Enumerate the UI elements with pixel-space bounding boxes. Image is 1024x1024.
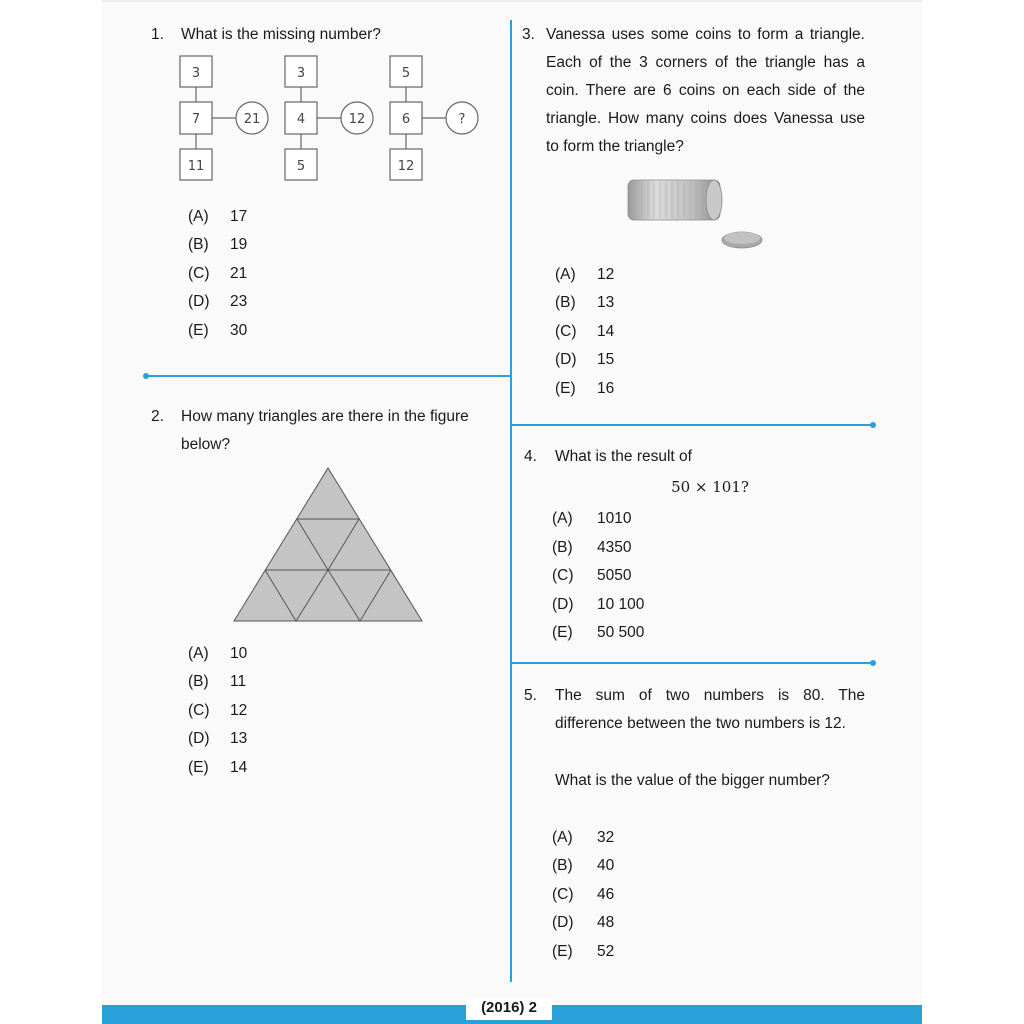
question-text: How many triangles are there in the figure below? — [181, 408, 469, 453]
puzzle-group-2 — [285, 56, 373, 180]
triangle-figure — [230, 466, 426, 631]
question-number: 5. — [524, 687, 537, 704]
puzzle-middle-1: 7 — [191, 112, 201, 127]
question-text: Vanessa uses some coins to form a triangle. Each of the 3 corners of the triangle has a coin. There are 6 coins on each side of the triangle. How many coins does Vanessa use to form the triangle? — [546, 26, 865, 155]
number-puzzle-figure — [170, 52, 490, 193]
puzzle-circle-1: 21 — [243, 112, 261, 127]
puzzle-middle-3: 6 — [401, 112, 411, 127]
column-divider — [510, 20, 512, 982]
divider-dot — [870, 422, 876, 428]
question-text: What is the result of — [555, 448, 692, 465]
question-number: 4. — [524, 448, 537, 465]
question-number: 2. — [151, 408, 164, 425]
top-rule — [102, 0, 922, 2]
divider-q4-q5 — [512, 662, 874, 664]
single-coin — [722, 232, 762, 248]
puzzle-middle-2: 4 — [296, 112, 306, 127]
question-text: What is the missing number? — [181, 26, 381, 43]
puzzle-group-1 — [180, 56, 268, 180]
puzzle-circle-3: ? — [458, 112, 466, 127]
puzzle-circle-2: 12 — [348, 112, 366, 127]
divider-q3-q4 — [512, 424, 874, 426]
puzzle-top-1: 3 — [191, 66, 201, 81]
question-text: The sum of two numbers is 80. The difference between the two numbers is 12. — [555, 687, 865, 732]
formula: 50 × 101? — [671, 478, 749, 496]
page-number: (2016) 2 — [466, 998, 552, 1020]
puzzle-group-3 — [390, 56, 478, 180]
puzzle-top-3: 5 — [401, 66, 411, 81]
puzzle-top-2: 3 — [296, 66, 306, 81]
question-prompt: What is the value of the bigger number? — [555, 772, 830, 789]
divider-dot — [143, 373, 149, 379]
puzzle-bottom-3: 12 — [397, 159, 415, 174]
coins-illustration — [624, 176, 770, 259]
coin-stack — [628, 180, 722, 220]
divider-q1-q2 — [146, 375, 510, 377]
question-number: 1. — [151, 26, 164, 43]
question-number: 3. — [522, 26, 535, 43]
divider-dot — [870, 660, 876, 666]
puzzle-bottom-1: 11 — [187, 159, 205, 174]
puzzle-bottom-2: 5 — [296, 159, 306, 174]
